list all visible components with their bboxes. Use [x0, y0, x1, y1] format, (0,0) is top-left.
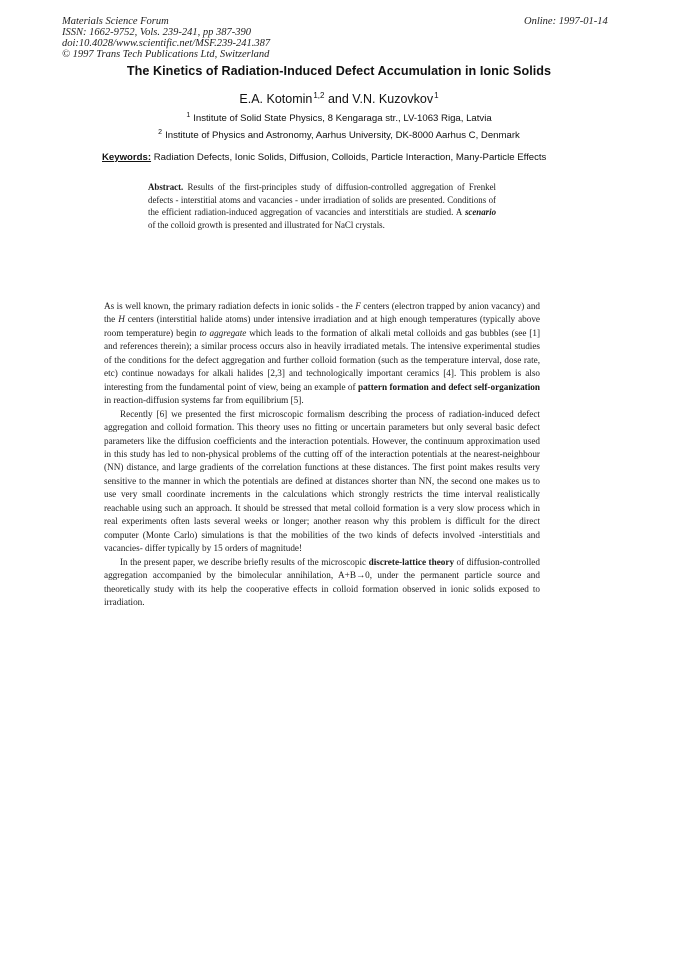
keywords-label: Keywords:: [102, 152, 152, 163]
abstract-label: Abstract.: [148, 182, 184, 192]
affiliation-2: [0, 129, 678, 141]
paragraph-2: Recently [6] we presented the first microscopic formalism describing the process of radiation-induced defect aggregation and colloid formation. This theory uses no fitting or uncertain parameters but only several basic defect parameters like the diffusion coefficients and the interaction potentials. However, the continuum approximation used in this study has led to non-physical problems of the cutting off of the interaction potentials at the nearest-neighbour (NN) distance, and large gradients of the correlation functions at these distances. The first point makes results very sensitive to the manner in which the potentials are defined at distances shorter than NN, the second one makes us to use very small coordinate increments in the calculations which strongly restricts the time interval realistically reachable using such an approach. It should be stressed that metal colloid formation is a very slow process which in real experiments often lasts several weeks or longer; another reason why this problem is difficult for the direct computer (Monte Carlo) simulations is that the mobilities of the two kinds of defects involved -interstitials and vacancies- differ typically by 15 orders of magnitude!: [104, 408, 540, 554]
keywords: [102, 152, 562, 164]
journal-name: Materials Science Forum: [62, 16, 169, 27]
discrete-lattice-emphasis: discrete-lattice theory: [368, 556, 455, 567]
affiliation-2-number: 2: [158, 129, 163, 136]
abstract-text-b: of the colloid growth is presented and illustrated for NaCl crystals.: [148, 219, 385, 230]
f-center-symbol: F: [355, 301, 361, 311]
online-date: Online: 1997-01-14: [524, 16, 608, 27]
abstract-text-a: Results of the first-principles study of diffusion-controlled aggregation of Frenkel defects - interstitial atoms and vacancies - under irradiation of solids are presented. Conditions of the efficient radiation-induced aggregation of vacancies and interstitials are studied. A: [148, 182, 496, 218]
paragraph-1-part-d: which leads to the formation of alkali metal colloids and gas bubbles (see [1] and references therein); a similar process occurs also in heavily irradiated metals. The intensive experimental studies of the conditions for the defect aggregation and further colloid formation (such as the temperature interval, dose rate, etc) continue nowadays for alkali halides [2,3] and technologically important ceramics [4]. This problem is also interesting from the fundamental point of view, being an example of: [104, 327, 541, 392]
journal-meta: [62, 16, 270, 60]
paragraph-1-part-e: in reaction-diffusion systems far from equilibrium [5].: [104, 395, 304, 406]
abstract: [148, 181, 496, 231]
author-kuzovkov-affil: 1: [434, 91, 439, 100]
author-and: and: [327, 92, 349, 106]
affiliation-1-number: 1: [186, 112, 191, 119]
paragraph-3-part-b: of diffusion-controlled aggregation accompanied by the bimolecular annihilation, A+B→0, under the permanent particle source and theoretically study with its help the cooperative effects in colloid formation observed in ionic solids exposed to irradiation.: [104, 556, 540, 607]
author-kuzovkov: V.N. Kuzovkov: [352, 92, 434, 106]
paragraph-1-part-b: centers (electron trapped by anion vacancy) and the: [104, 301, 541, 325]
author-line: [0, 91, 678, 106]
to-aggregate-emphasis: to aggregate: [199, 327, 247, 338]
author-kotomin-affil: 1,2: [313, 91, 325, 100]
paper-title: The Kinetics of Radiation-Induced Defect Accumulation in Ionic Solids: [126, 64, 552, 78]
keywords-text: Radiation Defects, Ionic Solids, Diffusion, Colloids, Particle Interaction, Many-Particle Effects: [153, 152, 547, 163]
pattern-formation-emphasis: pattern formation and defect self-organization: [357, 381, 540, 392]
copyright-line: © 1997 Trans Tech Publications Ltd, Switzerland: [62, 49, 270, 60]
doi-line: doi:10.4028/www.scientific.net/MSF.239-241.387: [62, 38, 271, 49]
affiliation-2-text: Institute of Physics and Astronomy, Aarhus University, DK-8000 Aarhus C, Denmark: [165, 130, 520, 141]
affiliation-1: [0, 112, 678, 124]
issn-line: ISSN: 1662-9752, Vols. 239-241, pp 387-390: [62, 27, 251, 38]
author-kotomin: E.A. Kotomin: [239, 92, 313, 106]
body-text: [104, 300, 540, 609]
paragraph-3: [104, 556, 540, 610]
paragraph-1-part-c: centers (interstitial halide atoms) under intensive irradiation and at high enough temperatures (typically above room temperature) begin: [104, 314, 541, 338]
abstract-scenario: scenario: [464, 207, 497, 218]
paragraph-1-part-a: As is well known, the primary radiation defects in ionic solids - the: [104, 301, 353, 311]
affiliation-1-text: Institute of Solid State Physics, 8 Kengaraga str., LV-1063 Riga, Latvia: [193, 113, 492, 124]
paragraph-3-part-a: In the present paper, we describe briefly results of the microscopic: [120, 556, 367, 567]
h-center-symbol: H: [118, 314, 125, 325]
paragraph-1: [104, 300, 540, 408]
